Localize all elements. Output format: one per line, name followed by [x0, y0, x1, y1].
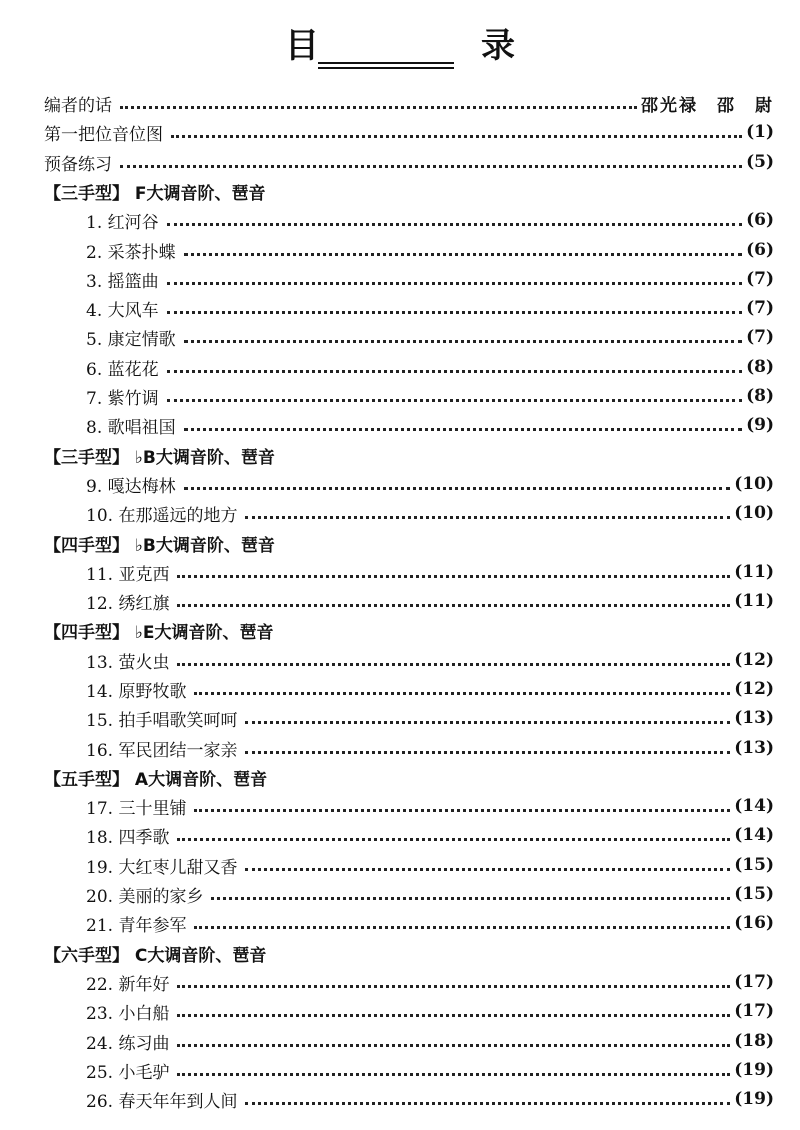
entry-label: 26. 春天年年到人间: [86, 1091, 238, 1112]
dot-leader: [177, 1073, 730, 1076]
toc-entry: [44, 90, 774, 116]
section-heading: [44, 530, 774, 556]
dot-leader: [194, 809, 730, 812]
entry-label: 第一把位音位图: [44, 124, 163, 145]
dot-leader: [120, 106, 637, 109]
entry-label: 12. 绣红旗: [86, 593, 170, 614]
page-number: (12): [734, 650, 774, 670]
toc-entry: [86, 998, 774, 1024]
page-number: (9): [746, 415, 774, 435]
toc-entry: [86, 559, 774, 585]
page-number: (19): [734, 1089, 774, 1109]
page-number: (16): [734, 913, 774, 933]
entry-label: 14. 原野牧歌: [86, 681, 187, 702]
dot-leader: [184, 253, 742, 256]
toc-entry: [86, 1057, 774, 1083]
page-number: (14): [734, 796, 774, 816]
dot-leader: [177, 575, 730, 578]
dot-leader: [177, 663, 730, 666]
entry-label: 编者的话: [44, 95, 112, 116]
entry-label: 16. 军民团结一家亲: [86, 740, 238, 761]
toc-entry: [86, 676, 774, 702]
toc-entry: [86, 647, 774, 673]
entry-author: 邵光禄 邵 尉: [641, 95, 774, 116]
toc-entry: [86, 237, 774, 263]
page-title: 目 录: [285, 26, 579, 66]
toc-entry: [86, 295, 774, 321]
section-label: 【五手型】 A大调音阶、琶音: [44, 769, 268, 790]
dot-leader: [120, 165, 742, 168]
dot-leader: [211, 897, 730, 900]
page-number: (18): [734, 1031, 774, 1051]
dot-leader: [167, 223, 742, 226]
dot-leader: [184, 487, 731, 490]
entry-label: 10. 在那遥远的地方: [86, 505, 238, 526]
toc-entry: [86, 969, 774, 995]
page-number: (19): [734, 1060, 774, 1080]
toc-entry: [86, 383, 774, 409]
section-heading: [44, 764, 774, 790]
dot-leader: [184, 340, 742, 343]
dot-leader: [167, 282, 742, 285]
toc-entry: [86, 588, 774, 614]
dot-leader: [245, 1102, 730, 1105]
dot-leader: [167, 311, 742, 314]
page-number: (15): [734, 884, 774, 904]
section-label: 【三手型】 F大调音阶、琶音: [44, 183, 266, 204]
dot-leader: [194, 926, 730, 929]
dot-leader: [245, 516, 730, 519]
toc-entry: [86, 910, 774, 936]
entry-label: 17. 三十里铺: [86, 798, 187, 819]
entry-label: 4. 大风车: [86, 300, 159, 321]
page-number: (7): [746, 269, 774, 289]
page-number: (11): [734, 562, 774, 582]
entry-label: 18. 四季歌: [86, 827, 170, 848]
page-number: (11): [734, 591, 774, 611]
entry-label: 24. 练习曲: [86, 1033, 170, 1054]
toc-entry: [86, 207, 774, 233]
page-number: (13): [734, 708, 774, 728]
dot-leader: [194, 692, 730, 695]
dot-leader: [177, 838, 730, 841]
page-number: (6): [746, 210, 774, 230]
page-number: (7): [746, 298, 774, 318]
dot-leader: [245, 751, 730, 754]
title-underline: [318, 62, 454, 64]
toc-entry: [86, 266, 774, 292]
section-label: 【三手型】 ♭B大调音阶、琶音: [44, 447, 275, 468]
toc-entry: [86, 471, 774, 497]
entry-label: 11. 亚克西: [86, 564, 170, 585]
entry-label: 7. 紫竹调: [86, 388, 159, 409]
toc-entry: [86, 822, 774, 848]
entry-label: 20. 美丽的家乡: [86, 886, 204, 907]
entry-label: 2. 采茶扑蝶: [86, 242, 176, 263]
entry-label: 21. 青年参军: [86, 915, 187, 936]
toc-entry: [86, 354, 774, 380]
section-label: 【四手型】 ♭E大调音阶、琶音: [44, 622, 274, 643]
section-heading: [44, 617, 774, 643]
entry-label: 8. 歌唱祖国: [86, 417, 176, 438]
toc-entry: [44, 149, 774, 175]
section-heading: [44, 442, 774, 468]
entry-label: 1. 红河谷: [86, 212, 159, 233]
entry-label: 5. 康定情歌: [86, 329, 176, 350]
page-number: (10): [734, 503, 774, 523]
page-number: (5): [746, 152, 774, 172]
toc-entry: [86, 1086, 774, 1112]
entry-label: 9. 嘎达梅林: [86, 476, 176, 497]
page-number: (1): [746, 122, 774, 142]
page-number: (15): [734, 855, 774, 875]
dot-leader: [177, 604, 730, 607]
entry-label: 22. 新年好: [86, 974, 170, 995]
toc-entry: [86, 735, 774, 761]
entry-label: 13. 萤火虫: [86, 652, 170, 673]
page-number: (6): [746, 240, 774, 260]
dot-leader: [177, 1014, 730, 1017]
page-number: (8): [746, 386, 774, 406]
entry-label: 15. 拍手唱歌笑呵呵: [86, 710, 238, 731]
toc-entry: [86, 412, 774, 438]
page-number: (7): [746, 327, 774, 347]
page-number: (14): [734, 825, 774, 845]
toc-entry: [44, 119, 774, 145]
toc-entry: [86, 324, 774, 350]
entry-label: 预备练习: [44, 154, 112, 175]
toc-entry: [86, 793, 774, 819]
page-number: (10): [734, 474, 774, 494]
toc-entry: [86, 881, 774, 907]
section-heading: [44, 178, 774, 204]
dot-leader: [245, 721, 730, 724]
toc-entry: [86, 1028, 774, 1054]
dot-leader: [177, 985, 730, 988]
entry-label: 25. 小毛驴: [86, 1062, 170, 1083]
page-number: (17): [734, 972, 774, 992]
page-number: (17): [734, 1001, 774, 1021]
dot-leader: [171, 135, 742, 138]
entry-label: 23. 小白船: [86, 1003, 170, 1024]
section-label: 【六手型】 C大调音阶、琶音: [44, 945, 267, 966]
toc-entry: [86, 500, 774, 526]
page-number: (12): [734, 679, 774, 699]
toc-entry: [86, 852, 774, 878]
dot-leader: [167, 399, 742, 402]
entry-label: 3. 摇篮曲: [86, 271, 159, 292]
title-underline-second: [318, 67, 454, 69]
entry-label: 19. 大红枣儿甜又香: [86, 857, 238, 878]
dot-leader: [167, 370, 742, 373]
toc-entry: [86, 705, 774, 731]
entry-label: 6. 蓝花花: [86, 359, 159, 380]
page-number: (13): [734, 738, 774, 758]
dot-leader: [177, 1044, 730, 1047]
dot-leader: [184, 428, 742, 431]
dot-leader: [245, 868, 730, 871]
page-number: (8): [746, 357, 774, 377]
section-label: 【四手型】 ♭B大调音阶、琶音: [44, 535, 275, 556]
section-heading: [44, 940, 774, 966]
